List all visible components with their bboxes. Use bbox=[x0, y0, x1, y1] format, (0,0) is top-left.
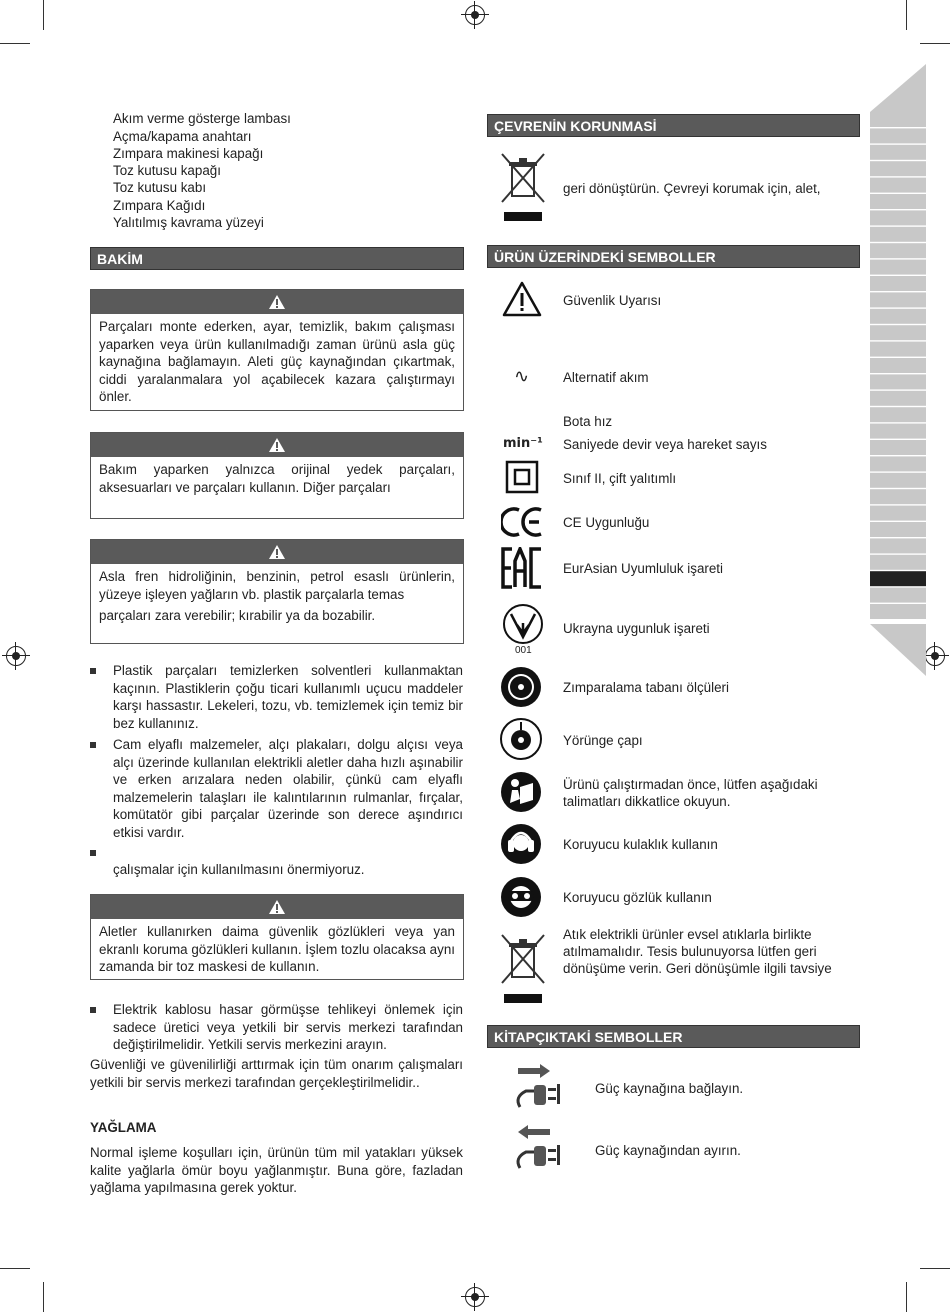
warning-triangle-icon bbox=[268, 544, 286, 560]
language-tab bbox=[870, 358, 926, 373]
language-tab bbox=[870, 374, 926, 389]
list-item: Zımpara Kağıdı bbox=[113, 198, 206, 213]
language-tab bbox=[870, 292, 926, 307]
language-tab bbox=[870, 522, 926, 537]
crop-mark bbox=[906, 0, 907, 30]
language-tab bbox=[870, 309, 926, 324]
ukraine-code: 001 bbox=[515, 645, 532, 656]
language-tab bbox=[870, 407, 926, 422]
language-tab bbox=[870, 145, 926, 160]
warning-triangle-icon bbox=[268, 437, 286, 453]
language-tab bbox=[870, 210, 926, 225]
language-tab bbox=[870, 456, 926, 471]
warning-text: Asla fren hidroliğinin, benzinin, petrol esaslı ürünlerin, yüzeye işleyen yağların vb. plastik parçalarla temas bbox=[99, 569, 455, 602]
language-tab bbox=[870, 260, 926, 275]
language-tab bbox=[870, 424, 926, 439]
symbol-desc: Güç kaynağından ayırın. bbox=[595, 1143, 741, 1158]
class-two-icon bbox=[505, 460, 539, 494]
language-tab bbox=[870, 227, 926, 242]
symbol-desc: Güç kaynağına bağlayın. bbox=[595, 1081, 744, 1096]
language-tab-active bbox=[870, 571, 926, 586]
bullet-item bbox=[90, 844, 463, 879]
list-item: Toz kutusu kabı bbox=[113, 180, 207, 195]
crop-mark bbox=[920, 1268, 950, 1269]
symbol-desc: Güvenlik Uyarısı bbox=[563, 293, 662, 308]
warning-box bbox=[90, 539, 464, 644]
bullet-text: Plastik parçaları temizlerken solventleri kullanmaktan kaçının. Plastiklerin çoğu ticari kullanımlı uçucu maddeler karşı hassastır. Lekeleri, tozu, vb. temizlemek için temiz bir bez kullanınız. bbox=[113, 663, 463, 731]
section-heading-booklet-symbols: KİTAPÇIKTAKİ SEMBOLLER bbox=[487, 1025, 860, 1048]
language-tab bbox=[870, 473, 926, 488]
language-tab bbox=[870, 342, 926, 357]
crop-mark bbox=[43, 0, 44, 30]
registration-mark-icon bbox=[465, 1287, 485, 1307]
warning-box bbox=[90, 289, 464, 411]
language-tab bbox=[870, 112, 926, 127]
section-heading-environment: ÇEVRENİN KORUNMASİ bbox=[487, 114, 860, 137]
eac-mark-icon bbox=[500, 547, 544, 589]
warning-text: Parçaları monte ederken, ayar, temizlik, bakım çalışması yaparken veya ürün kullanılmadığı zaman ürünü asla güç kaynağına bağlamayın. Aleti güç kaynağından çıkartmak, ciddi yaralanmalara yol açabilecek kazara çalıştırmayı önler. bbox=[99, 319, 455, 404]
orbit-diameter-icon bbox=[500, 718, 542, 760]
warning-triangle-icon bbox=[502, 281, 542, 317]
ac-icon: ∿ bbox=[514, 366, 530, 387]
symbol-desc: Ürünü çalıştırmadan önce, lütfen aşağıdaki talimatları dikkatlice okuyun. bbox=[563, 777, 818, 809]
symbol-desc: Bota hız bbox=[563, 414, 613, 429]
warning-box bbox=[90, 894, 464, 980]
lubrication-heading: YAĞLAMA bbox=[90, 1120, 157, 1135]
symbol-desc: Ukrayna uygunluk işareti bbox=[563, 621, 710, 636]
symbol-desc: Sınıf II, çift yalıtımlı bbox=[563, 471, 677, 486]
language-tab bbox=[870, 538, 926, 553]
ce-mark-icon bbox=[501, 506, 545, 538]
warning-triangle-icon bbox=[268, 294, 286, 310]
environment-text: geri dönüştürün. Çevreyi korumak için, alet, bbox=[563, 181, 821, 196]
ear-protection-icon bbox=[500, 823, 542, 865]
warning-text: Bakım yaparken yalnızca orijinal yedek parçaları, aksesuarları ve parçaları kullanın. Diğer parçaları bbox=[99, 462, 455, 495]
list-item: Yalıtılmış kavrama yüzeyi bbox=[113, 215, 264, 230]
read-manual-icon bbox=[500, 771, 542, 813]
language-tab bbox=[870, 243, 926, 258]
warning-text: parçaları zara verebilir; kırabilir ya da bozabilir. bbox=[99, 608, 376, 623]
language-tab bbox=[870, 489, 926, 504]
warning-triangle-icon bbox=[268, 899, 286, 915]
symbol-desc: CE Uygunluğu bbox=[563, 515, 650, 530]
sanding-pad-icon bbox=[500, 666, 542, 708]
bullet-text: çalışmalar için kullanılmasını önermiyoruz. bbox=[113, 862, 365, 877]
language-tab bbox=[870, 555, 926, 570]
language-tab bbox=[870, 604, 926, 619]
language-tab bbox=[870, 325, 926, 340]
symbol-desc: Koruyucu kulaklık kullanın bbox=[563, 837, 718, 852]
symbol-desc: Alternatif akım bbox=[563, 370, 649, 385]
warning-box bbox=[90, 432, 464, 519]
symbol-desc: Zımparalama tabanı ölçüleri bbox=[563, 680, 729, 695]
list-item: Açma/kapama anahtarı bbox=[113, 129, 252, 144]
list-item: Zımpara makinesi kapağı bbox=[113, 146, 264, 161]
plug-connect-icon bbox=[512, 1063, 562, 1113]
list-item: Toz kutusu kapağı bbox=[113, 163, 221, 178]
language-tab bbox=[870, 178, 926, 193]
language-tab bbox=[870, 161, 926, 176]
plug-disconnect-icon bbox=[512, 1124, 562, 1174]
min-label: min⁻¹ bbox=[503, 436, 543, 451]
language-tab bbox=[870, 194, 926, 209]
list-item: Akım verme gösterge lambası bbox=[113, 111, 291, 126]
symbol-desc: Atık elektrikli ürünler evsel atıklarla birlikte atılmamalıdır. Tesis bulunuyorsa lütfen geri dönüşüme verin. Geri dönüşümle ilgili tavsiye bbox=[563, 927, 832, 976]
symbol-desc: Saniyede devir veya hareket sayıs bbox=[563, 437, 767, 452]
language-tab bbox=[870, 506, 926, 521]
warning-text: Aletler kullanırken daima güvenlik gözlükleri veya yan ekranlı koruma gözlükleri kullanın. İşlem tozlu olacaksa aynı zamanda bir toz maskesi de kullanın. bbox=[99, 924, 455, 974]
safety-goggles-icon bbox=[500, 876, 542, 918]
bullet-item bbox=[90, 736, 463, 841]
language-tab bbox=[870, 440, 926, 455]
section-heading-maintenance: BAKİM bbox=[90, 247, 464, 270]
crop-mark bbox=[920, 43, 950, 44]
section-heading-product-symbols: ÜRÜN ÜZERİNDEKİ SEMBOLLER bbox=[487, 245, 860, 268]
language-tab bbox=[870, 128, 926, 143]
registration-mark-icon bbox=[6, 646, 26, 666]
crop-mark bbox=[0, 43, 30, 44]
repair-paragraph: Güvenliği ve güvenilirliği arttırmak için tüm onarım çalışmaları yetkili bir servis merkezi tarafından gerçekleştirilmelidir.. bbox=[90, 1057, 463, 1090]
symbol-desc: EurAsian Uyumluluk işareti bbox=[563, 561, 724, 576]
language-tab bbox=[870, 391, 926, 406]
crop-mark bbox=[906, 1282, 907, 1312]
weee-bin-icon bbox=[500, 933, 546, 1003]
language-tab bbox=[870, 276, 926, 291]
language-tab bbox=[870, 588, 926, 603]
lubrication-text: Normal işleme koşulları için, ürünün tüm mil yatakları yüksek kalite yağlarla ömür boyu yağlanmıştır. Buna göre, fazladan yağlama yapılmasına gerek yoktur. bbox=[90, 1145, 463, 1195]
registration-mark-icon bbox=[925, 646, 945, 666]
symbol-desc: Koruyucu gözlük kullanın bbox=[563, 890, 712, 905]
bullet-text: Elektrik kablosu hasar görmüşse tehlikeyi önlemek için sadece üretici veya yetkili bir servis merkezi tarafından değiştirilmelidir. Yetkili servis merkezini arayın. bbox=[113, 1002, 463, 1052]
crop-mark bbox=[43, 1282, 44, 1312]
crop-mark bbox=[0, 1268, 30, 1269]
registration-mark-icon bbox=[465, 5, 485, 25]
language-tabs bbox=[870, 64, 926, 678]
symbol-desc: Yörünge çapı bbox=[563, 733, 643, 748]
weee-bin-icon bbox=[500, 152, 546, 222]
bullet-item bbox=[90, 1001, 463, 1054]
bullet-item bbox=[90, 662, 463, 732]
bullet-text: Cam elyaflı malzemeler, alçı plakaları, dolgu alçısı veya alçı üzerinde kullanılan elektrikli aletler daha hızlı aşınabilir ve erken arızalara neden olabilir, çünkü cam elyaflı malzemelerin talaşları ile kalıntılarının rulmanlar, fırçalar, komütatör gibi parçalar üzerinde son derece aşındırıcı etkisi vardır. bbox=[113, 737, 463, 840]
ukraine-conformity-icon bbox=[502, 603, 544, 645]
